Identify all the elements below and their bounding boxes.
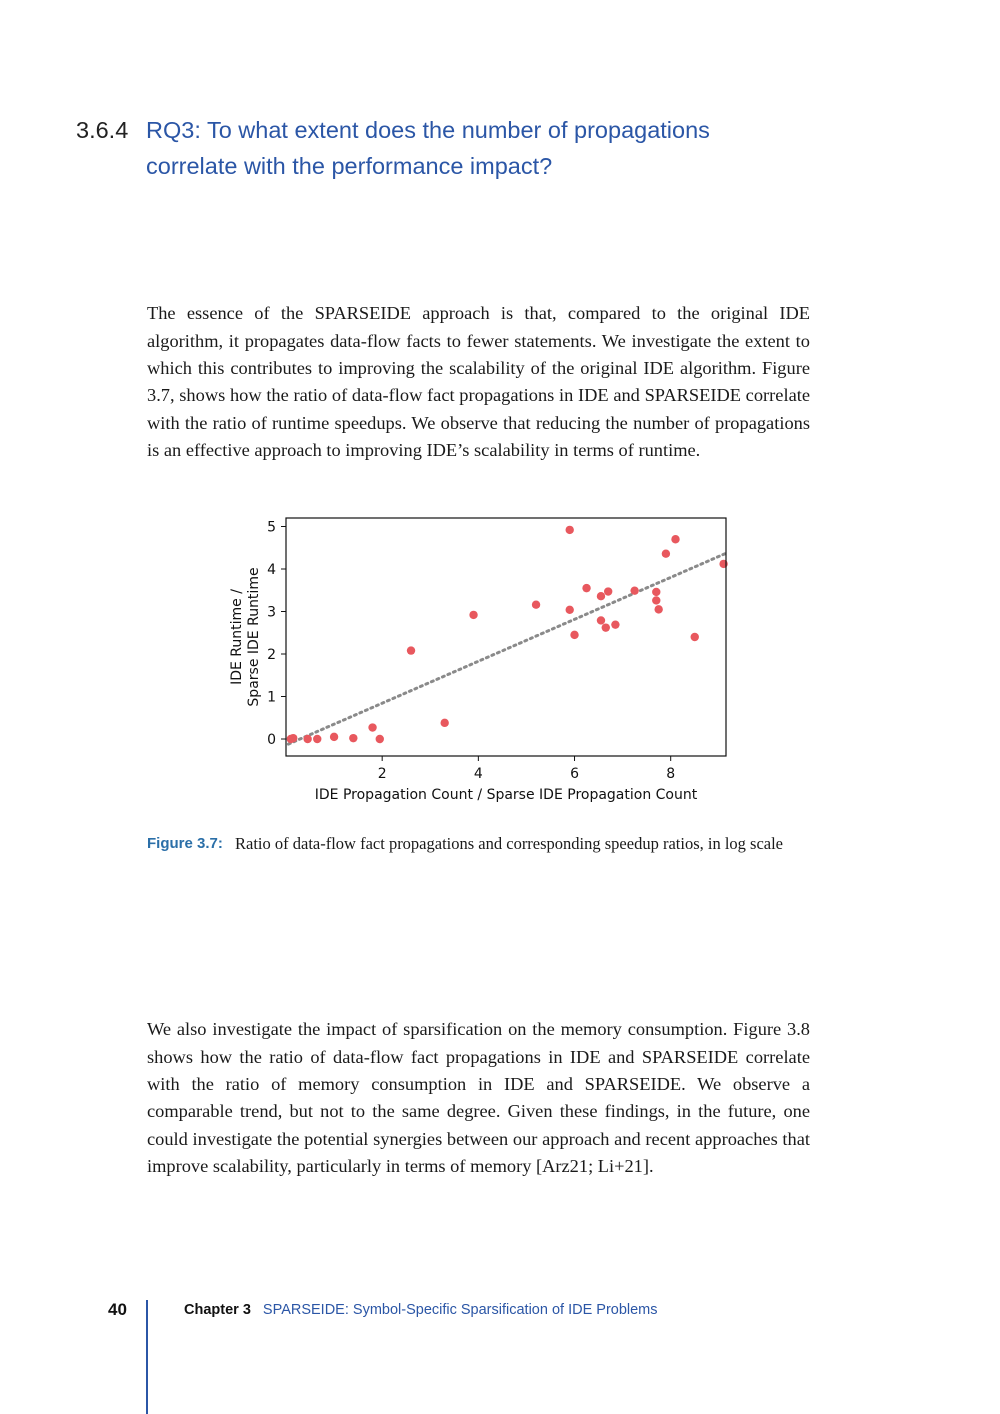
scatter-chart <box>222 508 742 808</box>
data-point-15 <box>582 584 590 592</box>
section-number: 3.6.4 <box>76 117 129 143</box>
data-point-23 <box>652 596 660 604</box>
data-point-17 <box>597 616 605 624</box>
x-tick-label-6: 6 <box>570 766 579 782</box>
page-number: 40 <box>108 1300 127 1319</box>
data-point-14 <box>570 631 578 639</box>
y-axis-label-line-1: IDE Runtime / <box>229 589 245 685</box>
footer-chapter-title: SPARSEIDE: Symbol-Specific Sparsification of IDE Problems <box>262 1302 658 1318</box>
data-point-27 <box>691 633 699 641</box>
data-point-11 <box>532 601 540 609</box>
data-point-5 <box>349 734 357 742</box>
data-point-22 <box>652 588 660 596</box>
section-title: RQ3: To what extent does the number of propagations correlate with the performance impact? <box>146 117 710 179</box>
figure-label: Figure 3.7: <box>147 835 223 852</box>
data-point-13 <box>566 526 574 534</box>
data-point-24 <box>654 605 662 613</box>
y-tick-label-1: 1 <box>267 689 276 706</box>
y-tick-label-2: 2 <box>267 647 276 663</box>
x-tick-label-2: 2 <box>377 766 387 782</box>
data-point-21 <box>630 586 638 594</box>
data-point-3 <box>313 735 321 743</box>
data-point-9 <box>440 719 448 727</box>
figure-caption-text: Ratio of data-flow fact propagations and corresponding speedup ratios, in log scale <box>235 834 784 853</box>
data-point-26 <box>671 535 679 543</box>
plot-frame <box>286 518 726 756</box>
footer-chapter <box>184 1302 658 1318</box>
footer-chapter-label: Chapter 3 <box>184 1302 251 1318</box>
figure-caption <box>147 833 810 854</box>
data-point-19 <box>604 587 612 595</box>
y-tick-label-5: 5 <box>267 519 276 536</box>
data-point-4 <box>330 733 338 741</box>
data-point-2 <box>303 735 311 743</box>
y-axis-label-line-2: Sparse IDE Runtime <box>246 567 262 707</box>
footer-rule <box>146 1300 148 1414</box>
data-point-8 <box>407 646 415 654</box>
x-tick-label-4: 4 <box>473 766 483 782</box>
data-point-20 <box>611 620 619 628</box>
data-point-1 <box>289 734 297 742</box>
body-paragraph-1: The essence of the SPARSEIDE approach is that, compared to the original IDE algorithm, it propagates data-flow facts to fewer statements. We investigate the extent to which this contributes to improving the scalability of the original IDE algorithm. Figure 3.7, shows how the ratio of data-flow fact propagations in IDE and SPARSEIDE correlate with the ratio of runtime speedups. We observe that reducing the number of propagations is an effective approach to improving IDE’s scalability in terms of runtime. <box>147 303 810 460</box>
data-point-10 <box>469 611 477 619</box>
x-tick-label-8: 8 <box>666 766 676 782</box>
y-tick-label-3: 3 <box>267 604 276 621</box>
y-tick-label-0: 0 <box>267 732 276 748</box>
data-point-12 <box>566 606 574 614</box>
y-tick-label-4: 4 <box>267 562 276 578</box>
trend-line <box>288 553 726 744</box>
data-point-25 <box>662 550 670 558</box>
data-point-16 <box>597 592 605 600</box>
figure-3-7 <box>222 508 742 808</box>
data-point-7 <box>376 735 384 743</box>
x-axis-label: IDE Propagation Count / Sparse IDE Propagation Count <box>314 787 698 803</box>
data-point-18 <box>602 623 610 631</box>
data-point-6 <box>368 723 376 731</box>
body-paragraph-2: We also investigate the impact of sparsification on the memory consumption. Figure 3.8 shows how the ratio of data-flow fact propagations in IDE and SPARSEIDE correlate with the ratio of memory consumption in IDE and SPARSEIDE. We observe a comparable trend, but not to the same degree. Given these findings, in the future, one could investigate the potential synergies between our approach and recent approaches that improve scalability, particularly in terms of memory [Arz21; Li+21]. <box>147 1019 810 1176</box>
